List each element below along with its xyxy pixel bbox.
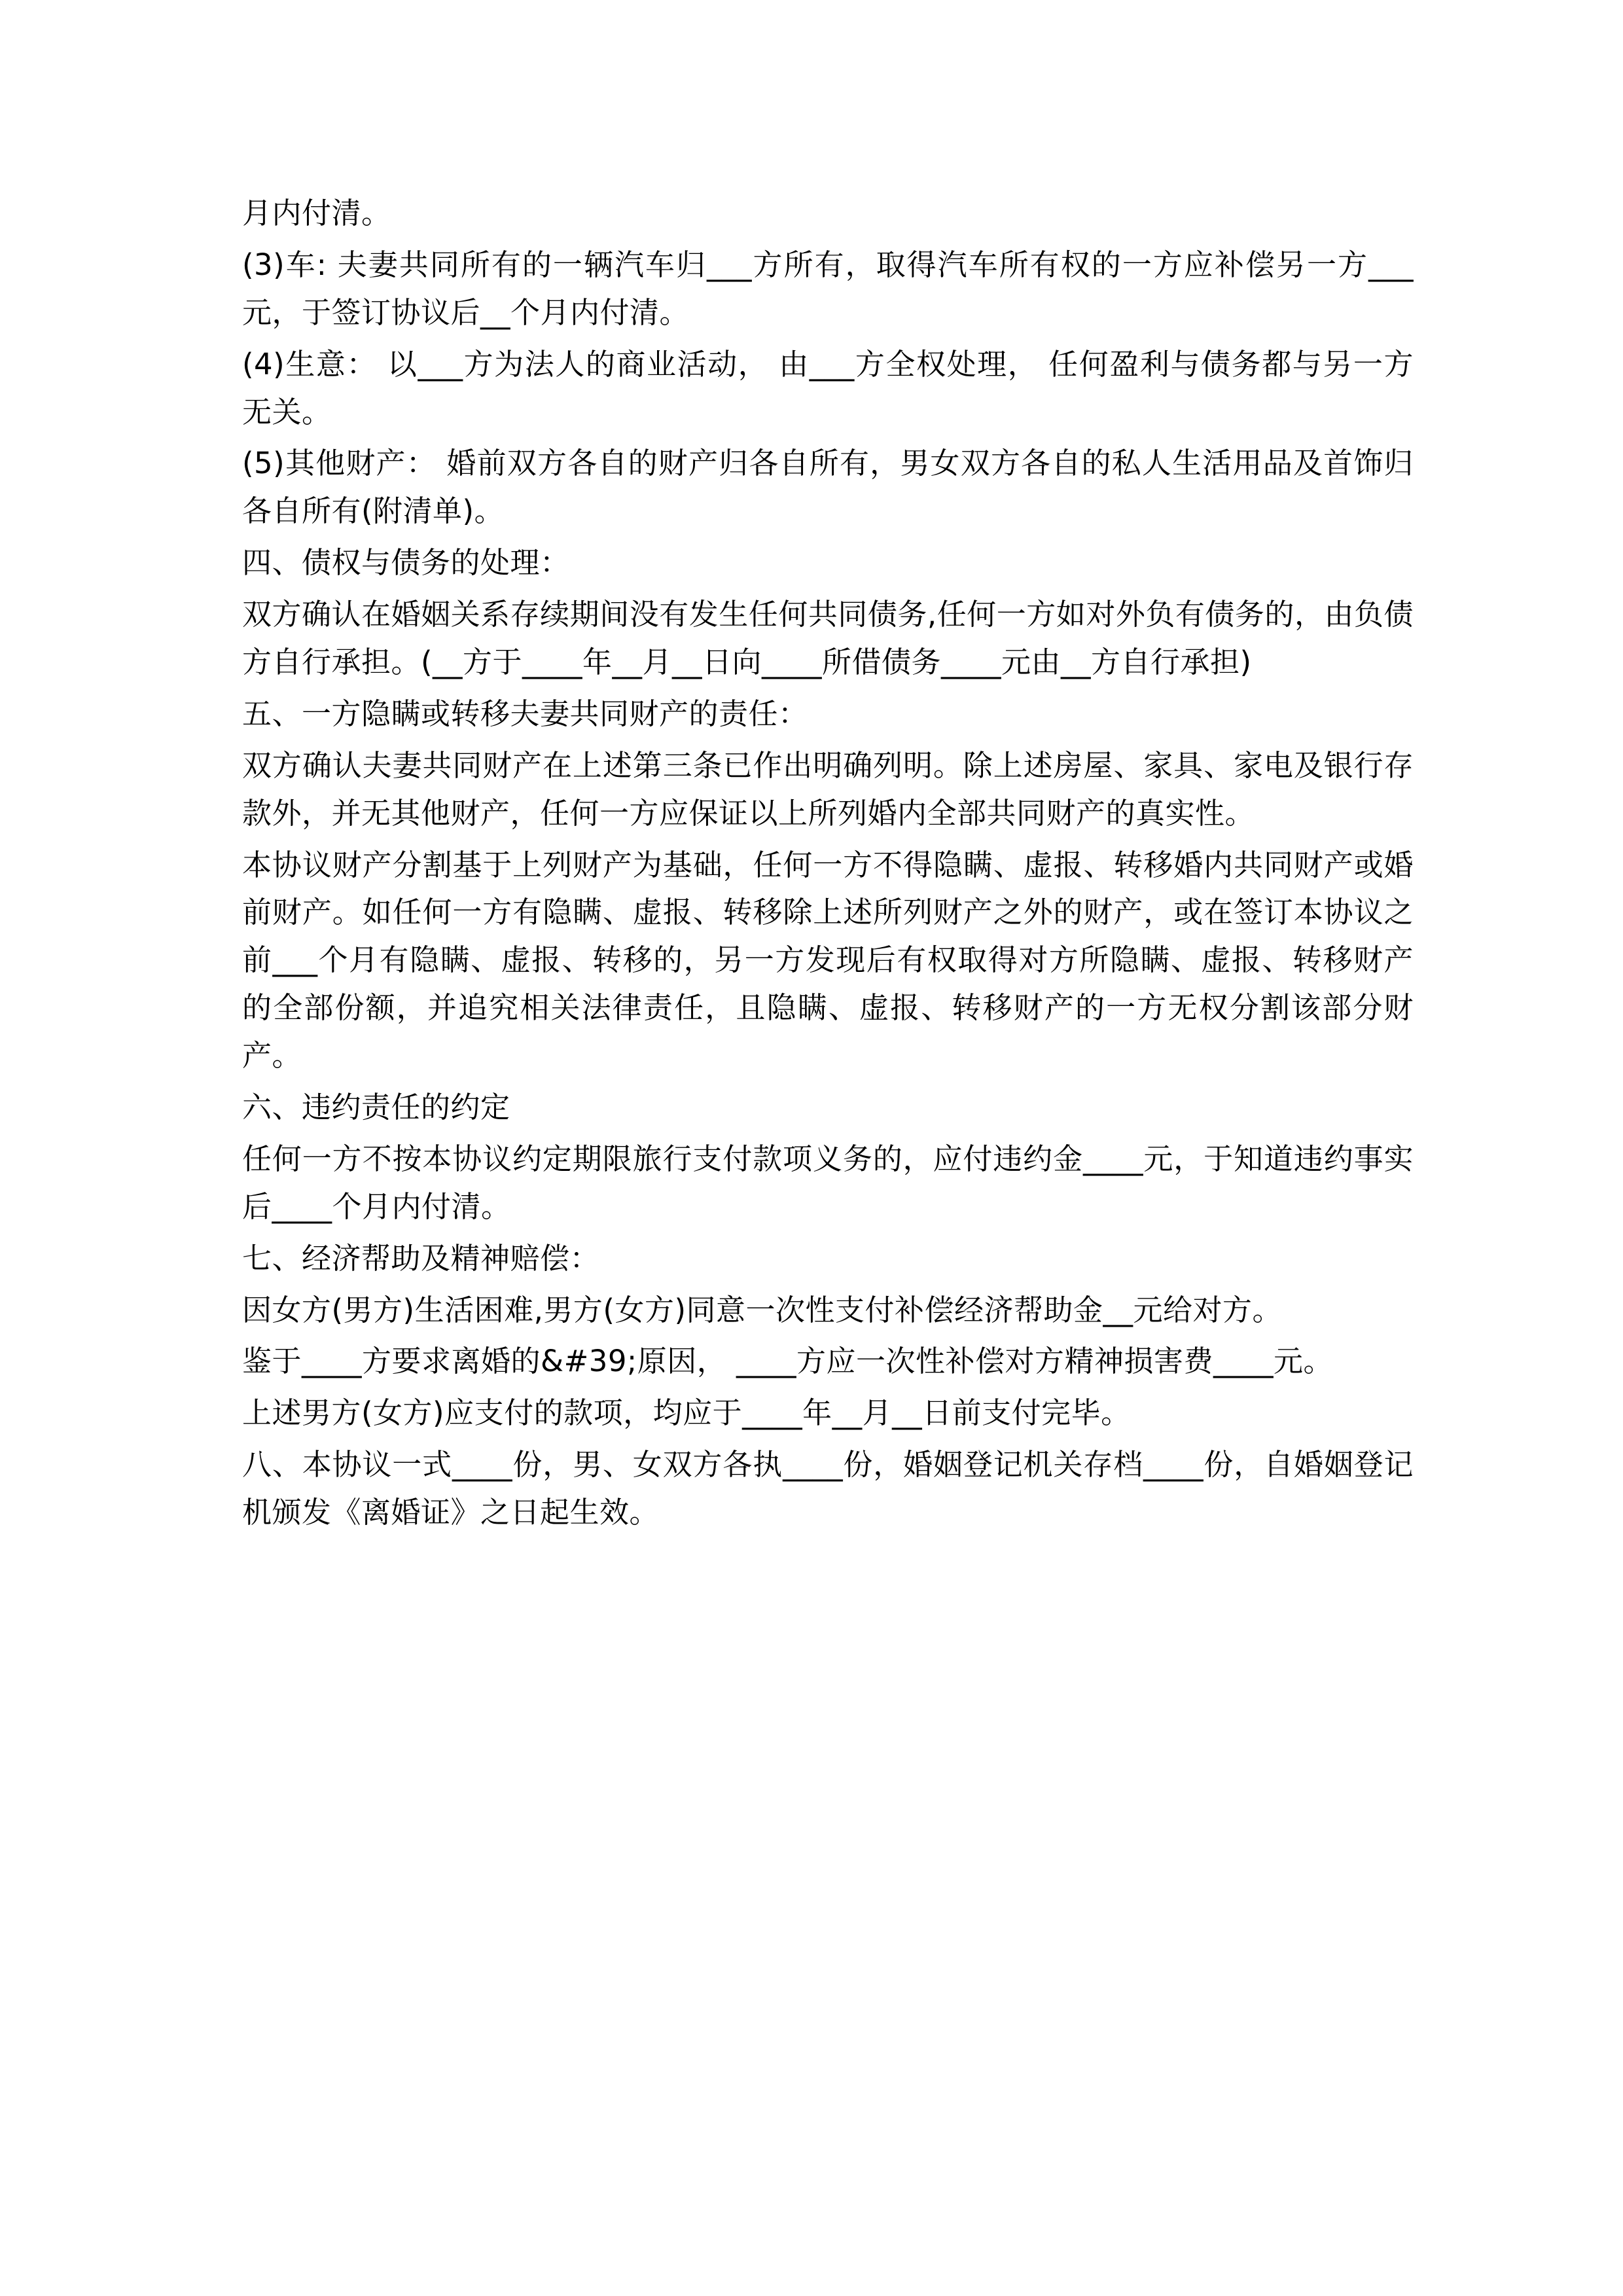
paragraph-continued-payment: 月内付清。 xyxy=(242,196,391,230)
document-body xyxy=(242,190,1414,1537)
heading-section-6: 六、违约责任的约定 xyxy=(242,1090,510,1125)
paragraph-section-7-body-1: 因女方(男方)生活困难,男方(女方)同意一次性支付补偿经济帮助金__元给对方。 xyxy=(242,1292,1283,1327)
paragraph-section-5-body-1: 双方确认夫妻共同财产在上述第三条已作出明确列明。除上述房屋、家具、家电及银行存款外，并无其他财产，任何一方应保证以上所列婚内全部共同财产的真实性。 xyxy=(242,747,1414,831)
paragraph-item-3-car: (3)车: 夫妻共同所有的一辆汽车归___方所有，取得汽车所有权的一方应补偿另一方___元，于签订协议后__个月内付清。 xyxy=(242,247,1414,330)
paragraph-item-5-other-property: (5)其他财产： 婚前双方各自的财产归各自所有，男女双方各自的私人生活用品及首饰归各自所有(附清单)。 xyxy=(242,446,1414,529)
heading-section-4: 四、债权与债务的处理： xyxy=(242,545,570,581)
paragraph-section-8-body: 八、本协议一式____份，男、女双方各执____份，婚姻登记机关存档____份，自婚姻登记机颁发《离婚证》之日起生效。 xyxy=(242,1447,1414,1530)
heading-section-7: 七、经济帮助及精神赔偿： xyxy=(242,1240,600,1276)
paragraph-section-6-body: 任何一方不按本协议约定期限旅行支付款项义务的，应付违约金____元，于知道违约事实后____个月内付清。 xyxy=(242,1141,1414,1224)
heading-section-5: 五、一方隐瞒或转移夫妻共同财产的责任： xyxy=(242,696,808,731)
paragraph-section-5-body-2: 本协议财产分割基于上列财产为基础，任何一方不得隐瞒、虚报、转移婚内共同财产或婚前财产。如任何一方有隐瞒、虚报、转移除上述所列财产之外的财产，或在签订本协议之前___个月有隐瞒、虚报、转移的，另一方发现后有权取得对方所隐瞒、虚报、转移财产的全部份额，并追究相关法律责任，且隐瞒、虚报、转移财产的一方无权分割该部分财产。 xyxy=(242,847,1414,1073)
paragraph-section-4-body: 双方确认在婚姻关系存续期间没有发生任何共同债务,任何一方如对外负有债务的，由负债方自行承担。(__方于____年__月__日向____所借债务____元由__方自行承担) xyxy=(242,597,1414,680)
paragraph-section-7-body-3: 上述男方(女方)应支付的款项，均应于____年__月__日前支付完毕。 xyxy=(242,1395,1131,1431)
paragraph-section-7-body-2: 鉴于____方要求离婚的&#39;原因， ____方应一次性补偿对方精神损害费____元。 xyxy=(242,1344,1334,1379)
paragraph-item-4-business: (4)生意： 以___方为法人的商业活动， 由___方全权处理， 任何盈利与债务都与另一方无关。 xyxy=(242,346,1414,429)
